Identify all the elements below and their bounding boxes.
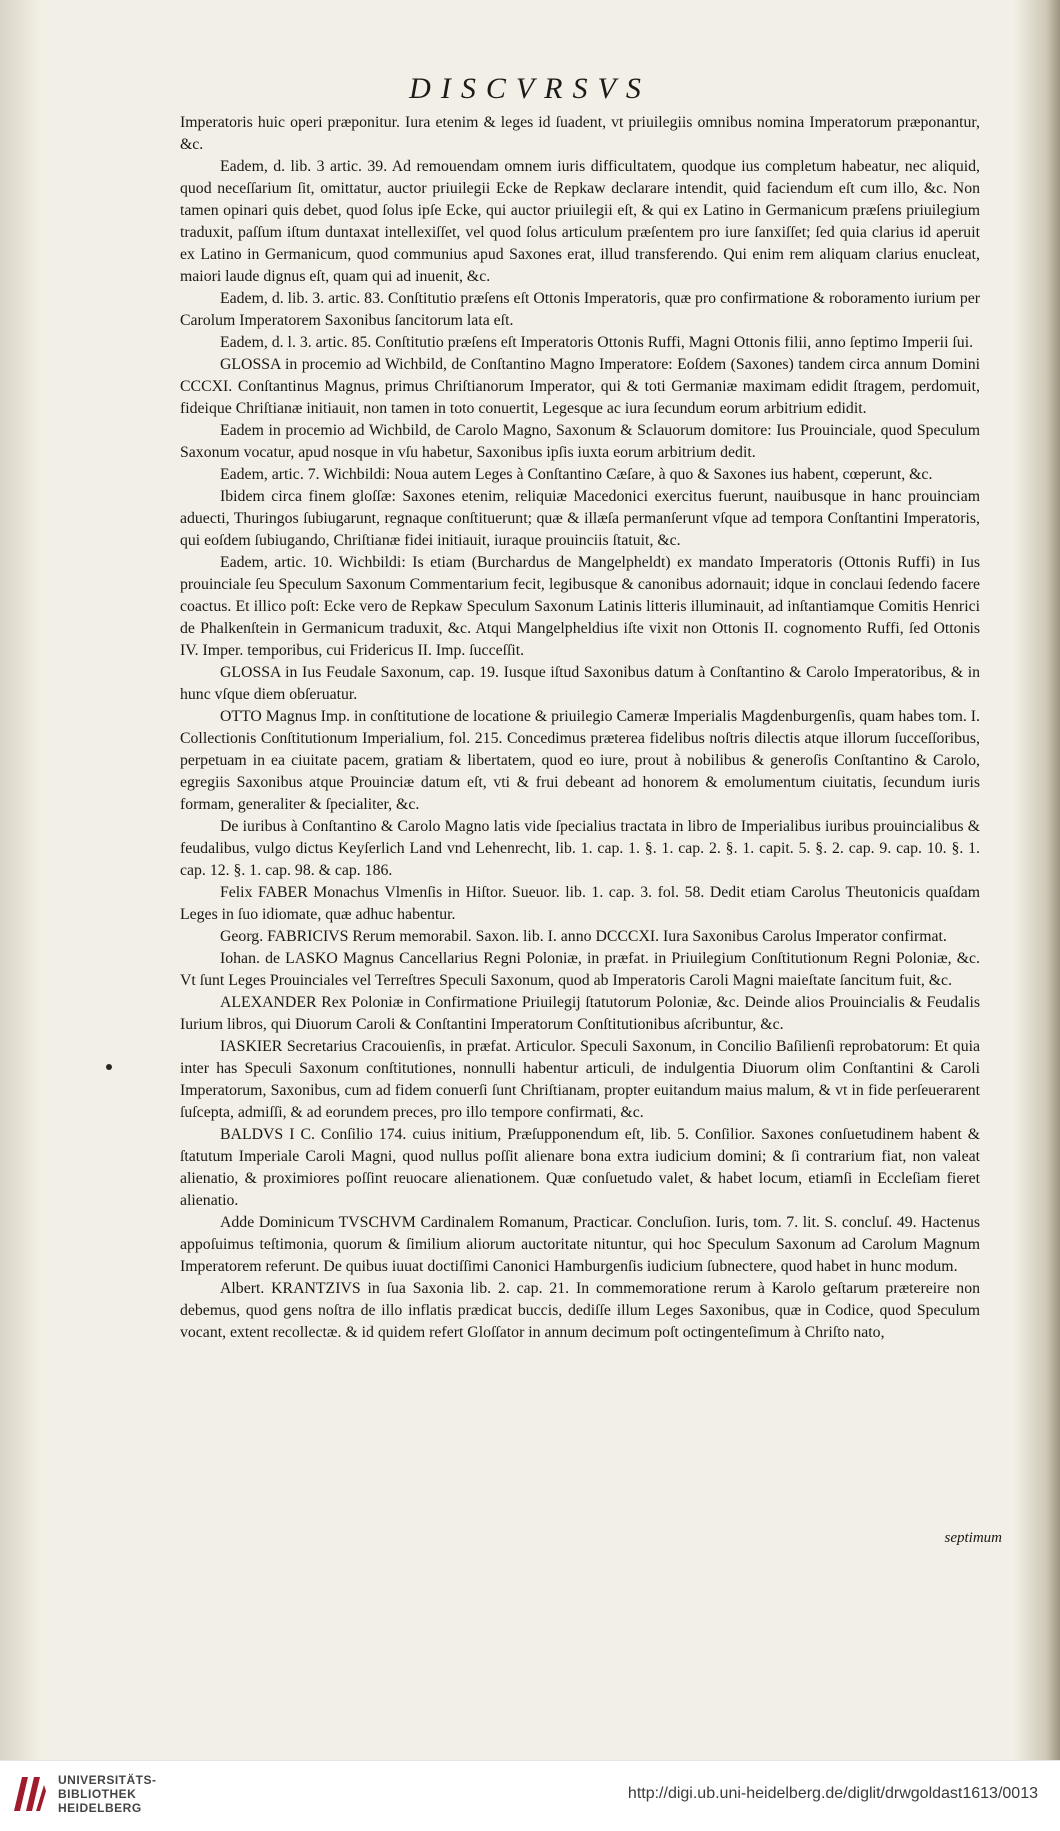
margin-mark [106,1064,112,1070]
paragraph: Felix FABER Monachus Vlmenſis in Hiſtor. Sueuor. lib. 1. cap. 3. fol. 58. Dedit etiam Carolus Theutonicis quaſdam Leges in ſuo idiomate, quæ adhuc habentur. [180,884,980,923]
paragraph: IASKIER Secretarius Cracouienſis, in præfat. Articulor. Speculi Saxonum, in Concilio Baſilienſi reprobatorum: Et quia inter has Speculi Saxonum conſtitutiones, nonnulli habentur articuli, de indulgentia Diuorum olim Conſtantini & Caroli Imperatorum, Saxonibus, cum ad fidem conuerſi ſunt Chriſtianam, propter euitandum maius malum, & vt in fide perſeuerarent ſuſcepta, admiſſi, & ad eorundem preces, pro illo tempore confirmati, &c. [180,1038,980,1121]
paragraph: Ibidem circa finem gloſſæ: Saxones etenim, reliquiæ Macedonici exercitus fuerunt, nauibusque in hanc prouinciam aduecti, Thuringos ſubiugarunt, regnaque conſtituerunt; quæ & illæſa permanſerunt vſque ad tempora Conſtantini Imperatoris, qui eoſdem ſubiugando, Chriſtianæ fidei initiauit, iuraque prouinciis ſtatuit, &c. [180,488,980,549]
catchword: septimum [944,1530,1002,1546]
library-name-line: UNIVERSITÄTS- [58,1773,157,1787]
paragraph: Adde Dominicum TVSCHVM Cardinalem Romanum, Practicar. Concluſion. Iuris, tom. 7. lit. S. concluſ. 49. Hactenus appoſuimus teſtimonia, quorum & ſimilium aliorum auctoritate nituntur, qui hoc Speculum Saxonum ad Carolum Magnum Imperatorem referunt. De quibus iuuat doctiſſimi Canonici Hamburgenſis iudicium ſubnectere, quod habet in hunc modum. [180,1214,980,1275]
paragraph: Eadem, d. l. 3. artic. 85. Conſtitutio præſens eſt Imperatoris Ottonis Ruffi, Magni Ottonis filii, anno ſeptimo Imperii ſui. [220,334,974,351]
paragraph: De iuribus à Conſtantino & Carolo Magno latis vide ſpecialius tractata in libro de Imperialibus iuribus prouincialibus & feudalibus, vulgo dictus Keyſerlich Land vnd Lehenrecht, lib. 1. cap. 1. §. 1. cap. 2. §. 1. capit. 5. §. 2. cap. 9. cap. 10. §. 1. cap. 12. §. 1. cap. 98. & cap. 186. [180,818,980,879]
paragraph: BALDVS I C. Conſilio 174. cuius initium, Præſupponendum eſt, lib. 5. Conſilior. Saxones conſuetudinem habent & ſtatutum Imperiale Caroli Magni, quod nullus poſſit alienare bona extra iudicium domini; & ſi contrarium fiat, non valeat alienatio, & proximiores poſſint reuocare alienationem. Quæ conſuetudo valet, & habet locum, etiamſi in Eccleſiam fieret alienatio. [180,1126,980,1209]
viewer-footer [0,1760,1060,1831]
paragraph: Georg. FABRICIVS Rerum memorabil. Saxon. lib. I. anno DCCCXI. Iura Saxonibus Carolus Imperator confirmat. [220,928,947,945]
running-head: DISCVRSVS [409,72,651,105]
paragraph: OTTO Magnus Imp. in conſtitutione de locatione & priuilegio Cameræ Imperialis Magdenburgenſis, quam habes tom. I. Collectionis Conſtitutionum Imperialium, fol. 215. Concedimus præterea fidelibus noſtris dilectis atque illorum ſucceſſoribus, perpetuam in ea ciuitate pacem, gratiam & libertatem, quod eo iure, prout à nobilibus & generoſis Conſtantino & Carolo, egregiis Saxonibus atque Prouinciæ datum eſt, vti & frui debeant ad honorem & emolumentum ciuitatis, ſecundum iuris formam, generaliter & ſpecialiter, &c. [180,708,980,813]
library-name [58,1773,157,1815]
paragraph: GLOSSA in Ius Feudale Saxonum, cap. 19. Iusque iſtud Saxonibus datum à Conſtantino & Carolo Imperatoribus, & in hunc vſque diem obſeruatur. [180,664,980,703]
page-body [180,112,980,1344]
paragraph: ALEXANDER Rex Poloniæ in Confirmatione Priuilegij ſtatutorum Poloniæ, &c. Deinde alios Prouincialis & Feudalis Iurium libros, qui Diuorum Caroli & Conſtantini Imperatorum Conſtitutionibus aſcribuntur, &c. [180,994,980,1033]
source-url-link[interactable]: http://digi.ub.uni-heidelberg.de/diglit/drwgoldast1613/0013 [627,1785,1038,1802]
paragraph: Albert. KRANTZIVS in ſua Saxonia lib. 2. cap. 21. In commemoratione rerum à Karolo geſtarum prætereire non debemus, quod gens noſtra de illo inflatis prædicat buccis, dediſſe illum Leges Saxonibus, quæ in Codice, quod Speculum vocant, extent recollectæ. & id quidem refert Gloſſator in annum decimum poſt octingenteſimum à Chriſto nato, [180,1280,980,1341]
paragraph: Eadem, d. lib. 3. artic. 83. Conſtitutio præſens eſt Ottonis Imperatoris, quæ pro confirmatione & roboramento iurium per Carolum Imperatorem Saxonibus ſancitorum lata eſt. [180,290,980,329]
paragraph: Eadem, d. lib. 3 artic. 39. Ad remouendam omnem iuris difficultatem, quodque ius completum habeatur, nec aliquid, quod neceſſarium ſit, omittatur, auctor priuilegii Ecke de Repkaw declarare intendit, quid faciendum eſt cum illo, &c. Non tamen opinari quis debet, quod ſolus ipſe Ecke, qui auctor priuilegii eſt, & qui ex Latino in Germanicum præſens priuilegium traduxit, paſſum iſtum duntaxat intellexiſſet, vel quod ſolus articulum præſentem pro iure ſanxiſſet; ſed quia clarius id aperuit ex Latino in Germanicum, quod communius apud Saxones erat, illud transferendo. Qui enim rem aliquam clarius enucleat, maiori laude dignus eſt, quam qui ad inuenit, &c. [180,158,980,285]
paragraph: Eadem, artic. 10. Wichbildi: Is etiam (Burchardus de Mangelpheldt) ex mandato Imperatoris (Ottonis Ruffi) in Ius prouinciale ſeu Speculum Saxonum Commentarium fecit, legibusque & canonibus adornauit; idque in conclaui ſedendo facere coactus. Et illico poſt: Ecke vero de Repkaw Speculum Saxonum Latinis litteris illuminauit, ad inſtantiamque Comitis Henrici de Phalkenſtein in Germanicum traduxit, &c. Atqui Mangelpheldius iſte vixit non Ottonis II. cognomento Ruffi, ſed Ottonis IV. Imper. temporibus, cui Fridericus II. Imp. ſucceſſit. [180,554,980,659]
paragraph: Eadem in procemio ad Wichbild, de Carolo Magno, Saxonum & Sclauorum domitore: Ius Prouinciale, quod Speculum Saxonum vocatur, apud nosque in vſu habetur, Saxonibus ipſis iuxta eorum arbitrium dedit. [180,422,980,461]
paragraph: Eadem, artic. 7. Wichbildi: Noua autem Leges à Conſtantino Cæſare, à quo & Saxones ius habent, cœperunt, &c. [220,466,933,483]
library-name-line: BIBLIOTHEK [58,1787,137,1801]
university-library-logo-icon [10,1771,48,1817]
library-name-line: HEIDELBERG [58,1801,142,1815]
paragraph: GLOSSA in procemio ad Wichbild, de Conſtantino Magno Imperatore: Eoſdem (Saxones) tandem circa annum Domini CCCXI. Conſtantinus Magnus, primus Chriſtianorum Imperator, qui & toti Germaniæ maximam edidit ſtragem, perdomuit, fideique Chriſtianæ initiauit, non tamen in toto conuertit, Legesque ac iura ſecundum eorum arbitrium edidit. [180,356,980,417]
paragraph: Imperatoris huic operi præponitur. Iura etenim & leges id ſuadent, vt priuilegiis omnibus nomina Imperatorum præponantur, &c. [180,114,980,153]
paragraph: Iohan. de LASKO Magnus Cancellarius Regni Poloniæ, in præfat. in Priuilegium Conſtitutionum Regni Poloniæ, &c. Vt ſunt Leges Prouinciales vel Terreſtres Speculi Saxonum, quod ab Imperatoris Caroli Magni maieſtate ſancitum fuit, &c. [180,950,980,989]
